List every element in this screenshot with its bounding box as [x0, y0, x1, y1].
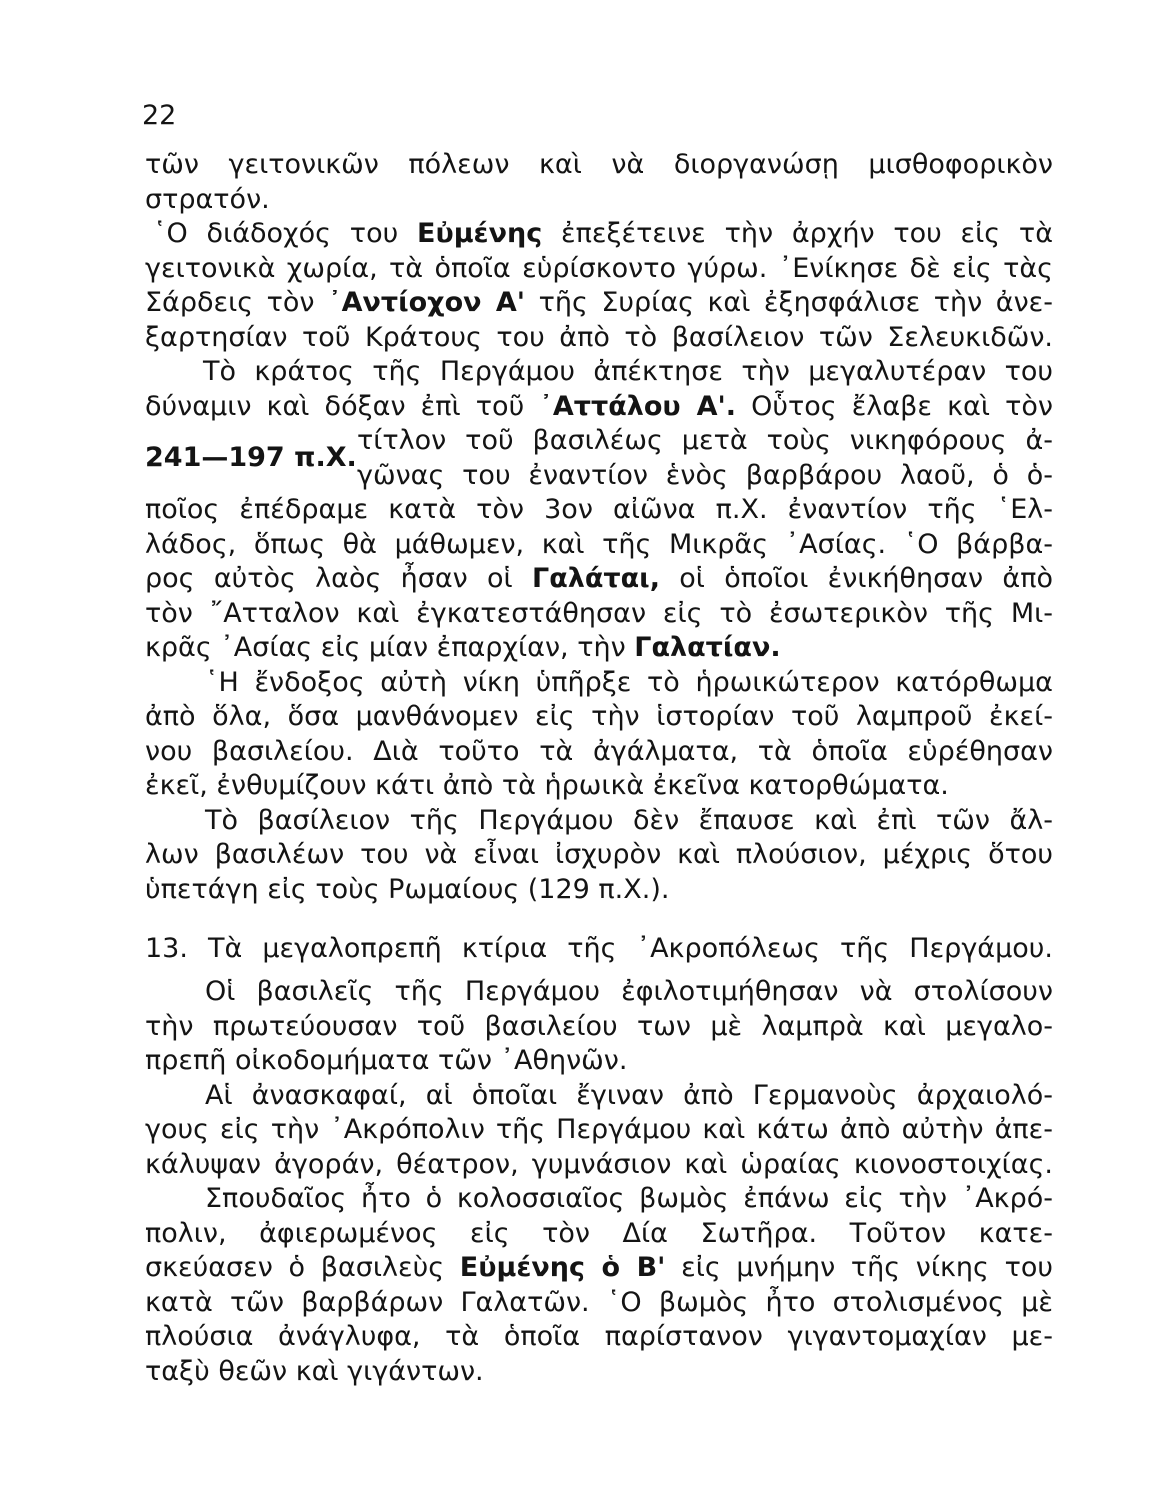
text-line: ξαρτησίαν τοῦ Κράτους του ἀπὸ τὸ βασίλειον τῶν Σελευκιδῶν.: [145, 321, 1053, 353]
bold-name: ᾿Αντίοχον Α': [328, 287, 526, 318]
bold-name: Γαλάται,: [532, 563, 660, 594]
text-line: πολιν, ἀφιερωμένος εἰς τὸν Δία Σωτῆρα. Τοῦτον κατε-: [145, 1217, 1053, 1249]
text-line: τὸν ῎Ατταλον καὶ ἐγκατεστάθησαν εἰς τὸ ἐσωτερικὸν τῆς Μι-: [145, 597, 1053, 629]
text-line: νου βασιλείου. Διὰ τοῦτο τὰ ἀγάλματα, τὰ ὁποῖα εὑρέθησαν: [145, 735, 1053, 767]
text-line: γους εἰς τὴν ᾿Ακρόπολιν τῆς Περγάμου καὶ κάτω ἀπὸ αὐτὴν ἀπε-: [145, 1114, 1053, 1145]
text-line: Τὸ βασίλειον τῆς Περγάμου δὲν ἔπαυσε καὶ ἐπὶ τῶν ἄλ-: [205, 804, 1053, 836]
date-range: 241—197 π.Χ.: [145, 442, 357, 473]
section-heading: 13. Τὰ μεγαλοπρεπῆ κτίρια τῆς ᾿Ακροπόλεως τῆς Περγάμου.: [145, 933, 1053, 964]
text-line: Σπουδαῖος ἦτο ὁ κολοσσιαῖος βωμὸς ἐπάνω εἰς τὴν ᾿Ακρό-: [205, 1183, 1053, 1214]
page-body: [145, 148, 1053, 1389]
bold-name: ᾿Αττάλου Α'.: [539, 390, 736, 422]
text-line: δύναμιν καὶ δόξαν ἐπὶ τοῦ ᾿Αττάλου Α'. Οὗτος ἔλαβε καὶ τὸν: [145, 390, 1053, 422]
page-number: 22: [142, 100, 177, 131]
bold-name: Γαλατίαν.: [634, 632, 781, 663]
text-line: πρεπῆ οἰκοδομήματα τῶν ᾿Αθηνῶν.: [145, 1045, 628, 1076]
text-line: Τὸ κράτος τῆς Περγάμου ἀπέκτησε τὴν μεγαλυτέραν του: [203, 356, 1053, 387]
text-line: λων βασιλέων του νὰ εἶναι ἰσχυρὸν καὶ πλούσιον, μέχρις ὅτου: [145, 839, 1053, 870]
text-line: ταξὺ θεῶν καὶ γιγάντων.: [145, 1355, 484, 1387]
text-line: τίτλον τοῦ βασιλέως μετὰ τοὺς νικηφόρους ἀ-: [357, 425, 1053, 456]
text-line: γειτονικὰ χωρία, τὰ ὁποῖα εὑρίσκοντο γύρω. ᾿Ενίκησε δὲ εἰς τὰς: [145, 252, 1053, 284]
text-line: σκεύασεν ὁ βασιλεὺς Εὐμένης ὁ Β' εἰς μνήμην τῆς νίκης του: [145, 1252, 1053, 1283]
text-line: Οἱ βασιλεῖς τῆς Περγάμου ἐφιλοτιμήθησαν νὰ στολίσουν: [205, 976, 1053, 1007]
text-line: ἐκεῖ, ἐνθυμίζουν κάτι ἀπὸ τὰ ἡρωικὰ ἐκεῖνα κατορθώματα.: [145, 770, 949, 801]
text-line: κατὰ τῶν βαρβάρων Γαλατῶν. ῾Ο βωμὸς ἦτο στολισμένος μὲ: [145, 1286, 1053, 1318]
text-line: ποῖος ἐπέδραμε κατὰ τὸν 3ον αἰῶνα π.Χ. ἐναντίον τῆς ῾Ελ-: [145, 494, 1053, 525]
text-line: ρος αὐτὸς λαὸς ἦσαν οἱ Γαλάται, οἱ ὁποῖοι ἐνικήθησαν ἀπὸ: [145, 563, 1053, 594]
text-line: ἀπὸ ὅλα, ὅσα μανθάνομεν εἰς τὴν ἱστορίαν τοῦ λαμπροῦ ἐκεί-: [145, 701, 1053, 732]
date-block: [145, 424, 1053, 493]
text-line: Αἱ ἀνασκαφαί, αἱ ὁποῖαι ἔγιναν ἀπὸ Γερμανοὺς ἀρχαιολό-: [205, 1079, 1053, 1111]
text-line: τῶν γειτονικῶν πόλεων καὶ νὰ διοργανώσῃ μισθοφορικὸν: [145, 149, 1053, 180]
text-line: ὑπετάγη εἰς τοὺς Ρωμαίους (129 π.Χ.).: [145, 873, 670, 905]
text-line: ῾Η ἔνδοξος αὐτὴ νίκη ὑπῆρξε τὸ ἡρωικώτερον κατόρθωμα: [205, 666, 1053, 698]
text-line: στρατόν.: [145, 183, 270, 215]
text-line: τὴν πρωτεύουσαν τοῦ βασιλείου των μὲ λαμπρὰ καὶ μεγαλο-: [145, 1010, 1053, 1042]
text-line: κρᾶς ᾿Ασίας εἰς μίαν ἐπαρχίαν, τὴν Γαλατίαν.: [145, 632, 781, 663]
bold-name: Εὐμένης ὁ Β': [459, 1252, 666, 1283]
bold-name: Εὐμένης: [417, 218, 543, 249]
text-line: ῾Ο διάδοχός του Εὐμένης ἐπεξέτεινε τὴν ἀρχήν του εἰς τὰ: [153, 218, 1053, 249]
text-line: κάλυψαν ἀγοράν, θέατρον, γυμνάσιον καὶ ὡραίας κιονοστοιχίας.: [145, 1148, 1053, 1180]
text-line: πλούσια ἀνάγλυφα, τὰ ὁποῖα παρίστανον γιγαντομαχίαν με-: [145, 1321, 1053, 1352]
text-line: λάδος, ὅπως θὰ μάθωμεν, καὶ τῆς Μικρᾶς ᾿Ασίας. ῾Ο βάρβα-: [145, 528, 1053, 560]
text-line: Σάρδεις τὸν ᾿Αντίοχον Α' τῆς Συρίας καὶ ἐξησφάλισε τὴν ἀνε-: [145, 287, 1053, 318]
text-line: γῶνας του ἐναντίον ἑνὸς βαρβάρου λαοῦ, ὁ ὁ-: [357, 459, 1053, 491]
